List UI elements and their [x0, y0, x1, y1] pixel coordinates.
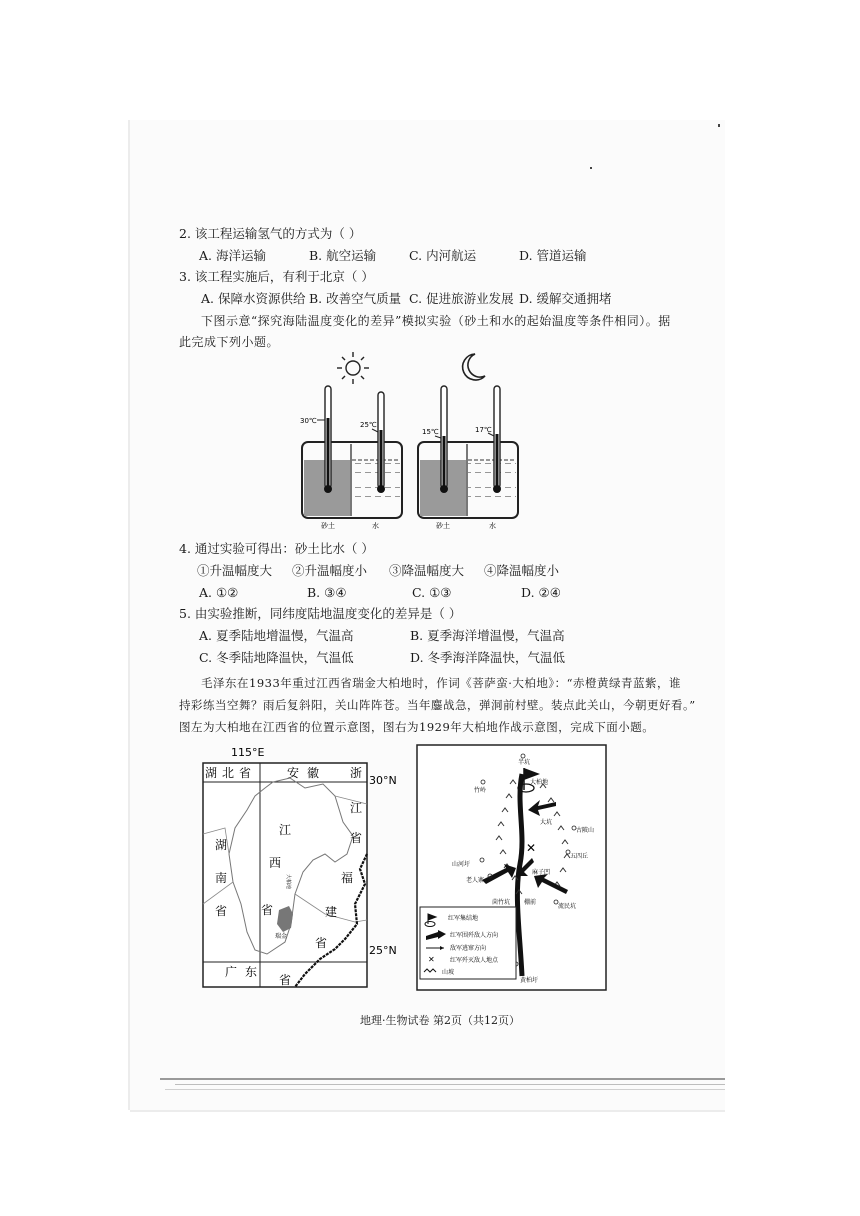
q5-option-d[interactable]: D. 冬季海洋降温快，气温低	[410, 650, 566, 665]
page-edge-line	[165, 1089, 725, 1090]
place-label: 五四丘	[570, 853, 589, 860]
q3-option-d[interactable]: D. 缓解交通拥堵	[519, 291, 612, 306]
guangdong-char-2: 东	[245, 965, 258, 979]
q3-stem: 3. 该工程实施后，有利于北京（ ）	[179, 269, 374, 284]
q5-option-c[interactable]: C. 冬季陆地降温快，气温低	[199, 650, 354, 665]
q4-option-a[interactable]: A. ①②	[199, 585, 239, 600]
moon-icon	[463, 354, 485, 380]
place-label: 大柏地	[530, 779, 549, 786]
lat-top-label: 30°N	[369, 774, 397, 787]
legend-destroy: 红军歼灭敌人地点	[450, 957, 499, 964]
hubei-char-3: 省	[239, 766, 252, 780]
q4-choice-4: ④降温幅度小	[484, 563, 560, 578]
q4-option-c[interactable]: C. ①③	[412, 585, 452, 600]
legend-slope: 山坡	[442, 969, 455, 976]
right-water-label: 水	[489, 522, 496, 530]
fujian-char-2: 建	[325, 905, 338, 919]
fujian-char-1: 福	[341, 871, 354, 885]
page-edge-line	[160, 1078, 725, 1080]
sun-icon	[337, 352, 369, 384]
q3-option-c[interactable]: C. 促进旅游业发展	[409, 291, 514, 306]
dabaidi-battle-map	[416, 744, 608, 992]
q4-stem: 4. 通过实验可得出：砂土比水（ ）	[179, 541, 374, 556]
zhejiang-char-2: 江	[350, 801, 363, 815]
q3-option-a[interactable]: A. 保障水资源供给	[201, 291, 306, 306]
q2-option-a[interactable]: A. 海洋运输	[199, 248, 266, 263]
jiangxi-location-map	[195, 744, 405, 994]
place-label: 老人寨	[466, 877, 485, 884]
jiangxi-char-3: 省	[261, 903, 274, 917]
hubei-char-1: 湖	[205, 766, 218, 780]
right-sand-temp: 15℃	[422, 428, 439, 436]
place-label: 棚前	[524, 899, 537, 906]
legend-camp: 红军集结地	[448, 915, 479, 922]
fujian-char-3: 省	[315, 936, 328, 950]
q4-option-b[interactable]: B. ③④	[307, 585, 347, 600]
intro1-line2: 此完成下列小题。	[179, 335, 280, 349]
place-label: 流民坑	[558, 903, 577, 910]
q3-option-b[interactable]: B. 改善空气质量	[309, 291, 402, 306]
battle-mark-icon: ✕	[428, 955, 435, 964]
q4-choice-1: ①升温幅度大	[197, 563, 273, 578]
left-water-label: 水	[372, 522, 379, 530]
hubei-char-2: 北	[222, 766, 235, 780]
q2-stem: 2. 该工程运输氢气的方式为（ ）	[179, 226, 362, 241]
dabaidi-label: 大柏地	[285, 874, 291, 890]
q4-option-d[interactable]: D. ②④	[521, 585, 561, 600]
anhui-char-1: 安	[287, 766, 300, 780]
place-label: 半坑	[518, 759, 531, 766]
lat-bottom-label: 25°N	[369, 944, 397, 957]
ruijin-label: 瑞金	[275, 933, 288, 940]
map-legend	[420, 907, 516, 979]
zhejiang-char-1: 浙	[350, 766, 363, 780]
q2-option-d[interactable]: D. 管道运输	[519, 248, 587, 263]
place-label: 竹岭	[474, 787, 487, 794]
guangdong-char-1: 广	[225, 965, 238, 979]
place-label: 麻子凹	[532, 869, 551, 876]
jiangxi-char-2: 西	[269, 856, 282, 870]
place-label: 山河圩	[452, 861, 471, 868]
q5-option-b[interactable]: B. 夏季海洋增温慢，气温高	[410, 628, 565, 643]
legend-attack: 红军围歼敌人方向	[450, 932, 499, 939]
q5-stem: 5. 由实验推断，同纬度陆地温度变化的差异是（ ）	[179, 606, 462, 621]
place-label: 古陂山	[576, 827, 595, 834]
right-sand-label: 砂土	[436, 522, 450, 530]
left-sand-temp: 30℃	[300, 417, 317, 425]
q5-option-a[interactable]: A. 夏季陆地增温慢，气温高	[199, 628, 354, 643]
scan-speck	[590, 167, 592, 169]
jiangxi-char-1: 江	[279, 823, 292, 837]
scan-speck	[718, 124, 720, 127]
place-label: 大坑	[540, 819, 553, 826]
q2-option-b[interactable]: B. 航空运输	[309, 248, 377, 263]
zhejiang-char-3: 省	[350, 831, 363, 845]
q2-option-c[interactable]: C. 内河航运	[409, 248, 477, 263]
intro2-line2: 持彩练当空舞？雨后复斜阳，关山阵阵苍。当年鏖战急，弹洞前村壁。装点此关山，今朝更好看。”	[179, 698, 696, 712]
guangdong-char-3: 省	[279, 973, 292, 987]
experiment-figure	[295, 348, 535, 530]
right-water-temp: 17℃	[475, 426, 492, 434]
hunan-char-2: 南	[215, 871, 228, 885]
hunan-char-1: 湖	[215, 838, 228, 852]
tank-day	[302, 386, 402, 518]
intro2-line3: 图左为大柏地在江西省的位置示意图，图右为1929年大柏地作战示意图，完成下面小题。	[179, 720, 655, 734]
anhui-char-2: 徽	[307, 766, 320, 780]
place-label: 茴竹坑	[492, 899, 511, 906]
battle-mark-icon: ✕	[526, 841, 537, 855]
left-water-temp: 25℃	[360, 421, 377, 429]
tank-night	[418, 386, 518, 518]
intro1-line1: 下图示意“探究海陆温度变化的差异”模拟实验（砂土和水的起始温度等条件相同）。据	[201, 314, 671, 328]
hunan-char-3: 省	[215, 904, 228, 918]
longitude-label: 115°E	[231, 746, 265, 759]
place-label: 黄柏圩	[520, 977, 539, 984]
q4-choice-3: ③降温幅度大	[389, 563, 465, 578]
intro2-line1: 毛泽东在1933年重过江西省瑞金大柏地时，作词《菩萨蛮·大柏地》：“赤橙黄绿青蓝紫，谁	[201, 676, 682, 690]
q4-choice-2: ②升温幅度小	[292, 563, 368, 578]
page-footer: 地理·生物试卷 第2页（共12页）	[360, 1014, 520, 1027]
page-edge-line	[175, 1084, 725, 1085]
left-sand-label: 砂土	[321, 522, 335, 530]
legend-retreat: 敌军逃窜方向	[450, 945, 487, 952]
